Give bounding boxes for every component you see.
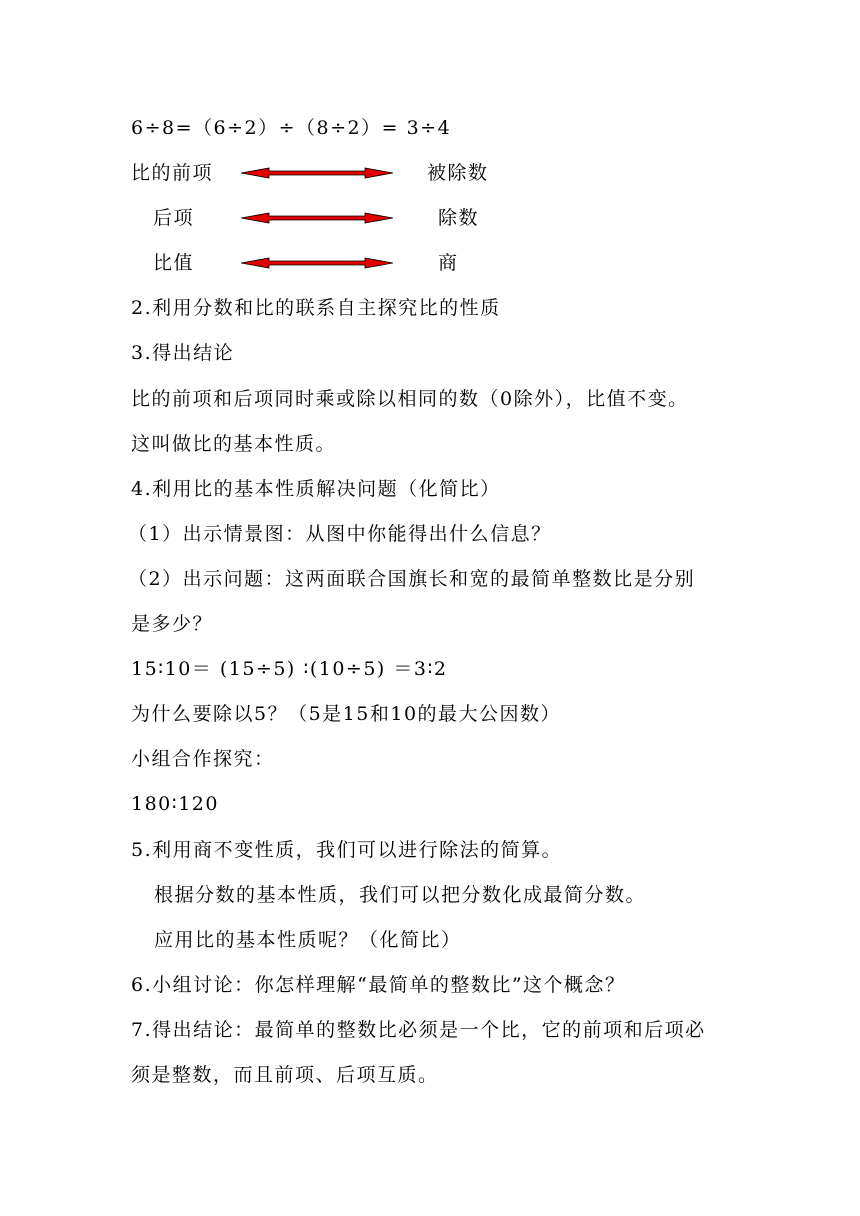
relation-row-antecedent	[131, 160, 731, 186]
conclusion-line-1: 比的前项和后项同时乘或除以相同的数（0除外），比值不变。	[131, 388, 689, 410]
step-5: 5.利用商不变性质，我们可以进行除法的简算。	[131, 839, 563, 861]
relation-right-label: 商	[438, 252, 459, 274]
step-7-line-1: 7.得出结论：最简单的整数比必须是一个比，它的前项和后项必	[131, 1019, 706, 1041]
question-2-line-2: 是多少？	[131, 613, 214, 635]
question-1: （1）出示情景图：从图中你能得出什么信息？	[128, 523, 552, 545]
step-3: 3.得出结论	[131, 342, 235, 364]
why-divide: 为什么要除以5？（5是15和10的最大公因数）	[131, 703, 562, 725]
step-5-fraction: 根据分数的基本性质，我们可以把分数化成最简分数。	[154, 884, 647, 906]
relation-right-label: 除数	[438, 207, 480, 229]
equation-division: 6÷8=（6÷2）÷（8÷2）= 3÷4	[131, 117, 452, 139]
step-5-ratio: 应用比的基本性质呢？（化简比）	[154, 929, 462, 951]
step-2: 2.利用分数和比的联系自主探究比的性质	[131, 297, 501, 319]
relation-row-consequent	[131, 205, 731, 231]
group-explore: 小组合作探究：	[131, 748, 275, 770]
step-4: 4.利用比的基本性质解决问题（化简比）	[131, 478, 501, 500]
relation-left-label: 比值	[153, 252, 195, 274]
equation-ratio: 180∶120	[131, 793, 219, 815]
step-6: 6.小组讨论：你怎样理解“最简单的整数比”这个概念？	[131, 974, 626, 996]
question-2-line-1: （2）出示问题：这两面联合国旗长和宽的最简单整数比是分别	[128, 568, 696, 590]
double-arrow-icon	[241, 254, 393, 272]
double-arrow-icon	[241, 209, 393, 227]
step-7-line-2: 须是整数，而且前项、后项互质。	[131, 1064, 439, 1086]
relation-left-label: 比的前项	[131, 162, 214, 184]
conclusion-line-2: 这叫做比的基本性质。	[131, 433, 337, 455]
equation-simplify: 15∶10＝ (15÷5) ∶(10÷5) ＝3∶2	[131, 658, 448, 680]
double-arrow-icon	[241, 164, 393, 182]
relation-left-label: 后项	[153, 207, 195, 229]
relation-right-label: 被除数	[427, 162, 489, 184]
relation-row-ratio-value	[131, 250, 731, 276]
